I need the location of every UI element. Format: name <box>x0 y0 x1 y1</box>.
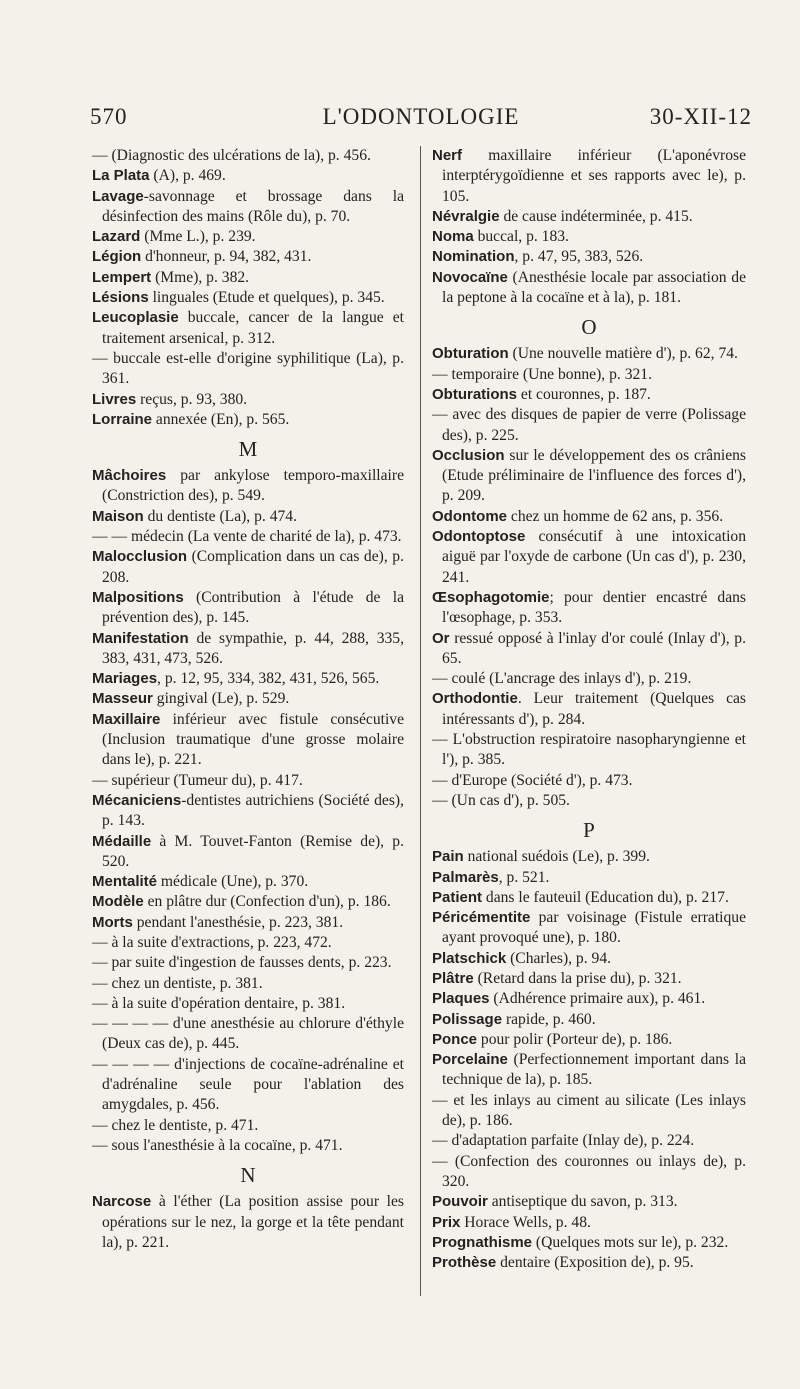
index-entry <box>92 689 404 709</box>
entry-headword: Malpositions <box>92 588 184 606</box>
index-entry <box>92 832 404 873</box>
entry-headword: Modèle <box>92 893 144 911</box>
entry-text: reçus, p. 93, 380. <box>136 390 248 408</box>
index-entry <box>432 847 746 867</box>
entry-headword: Palmarès <box>432 868 499 886</box>
index-entry <box>92 1192 404 1253</box>
entry-text: buccal, p. 183. <box>473 228 569 246</box>
entry-text: de cause indéterminée, p. 415. <box>499 207 693 225</box>
entry-text: consécutif à une intoxication aiguë par l'oxyde de carbone (Un cas d'), p. 230, 241. <box>442 528 746 586</box>
index-entry <box>432 1050 746 1091</box>
entry-text: (Quelques mots sur le), p. 232. <box>532 1233 729 1251</box>
index-entry <box>432 247 746 267</box>
entry-text: — L'obstruction respiratoire nasopharyngienne et l'), p. 385. <box>432 731 746 769</box>
index-entry <box>432 268 746 309</box>
entry-text: . Leur traitement (Quelques cas intéressants d'), p. 284. <box>442 690 746 728</box>
index-entry <box>432 405 746 446</box>
entry-headword: Maxillaire <box>92 710 161 728</box>
entry-text: — d'adaptation parfaite (Inlay de), p. 224. <box>432 1132 695 1150</box>
entry-headword: Plaques <box>432 990 490 1008</box>
entry-headword: Lavage <box>92 187 144 205</box>
entry-text: -savonnage et brossage dans la désinfection des mains (Rôle du), p. 70. <box>102 187 404 225</box>
entry-text: en plâtre dur (Confection d'un), p. 186. <box>143 893 391 911</box>
entry-headword: Porcelaine <box>432 1051 508 1069</box>
index-entry <box>92 349 404 390</box>
entry-headword: Médaille <box>92 832 152 850</box>
entry-text: dans le fauteuil (Education du), p. 217. <box>482 888 729 906</box>
entry-headword: Nerf <box>432 147 463 164</box>
index-entry <box>432 689 746 730</box>
entry-headword: Prothèse <box>432 1254 497 1272</box>
entry-text: (Mme), p. 382. <box>151 268 250 286</box>
index-entry <box>432 1091 746 1132</box>
entry-headword: Lazard <box>92 228 141 246</box>
entry-text: gingival (Le), p. 529. <box>152 690 290 708</box>
entry-text: — sous l'anesthésie à la cocaïne, p. 471. <box>92 1136 343 1154</box>
index-entry <box>92 1116 404 1136</box>
entry-text: antiseptique du savon, p. 313. <box>487 1193 678 1211</box>
index-entry <box>92 247 404 267</box>
entry-headword: Mécaniciens <box>92 791 182 809</box>
page-number: 570 <box>90 104 128 129</box>
index-entry <box>432 527 746 588</box>
entry-text: (Retard dans la prise du), p. 321. <box>473 969 682 987</box>
entry-text: inférieur avec fistule consécutive (Inclusion traumatique d'une grosse molaire dans le), p. 221. <box>102 710 404 769</box>
entry-text: annexée (En), p. 565. <box>152 410 290 428</box>
index-entry <box>92 892 404 912</box>
index-entry <box>432 1131 746 1151</box>
entry-headword: Morts <box>92 913 133 931</box>
index-entry <box>92 410 404 430</box>
entry-headword: Pouvoir <box>432 1193 488 1211</box>
index-entry <box>92 547 404 588</box>
entry-headword: Lésions <box>92 289 149 307</box>
index-entry <box>432 1010 746 1030</box>
index-entry <box>432 446 746 507</box>
entry-text: — — médecin (La vente de charité de la), p. 473. <box>92 528 402 546</box>
entry-text: — (Confection des couronnes ou inlays de), p. 320. <box>432 1152 746 1190</box>
index-entry <box>92 669 404 689</box>
entry-headword: Mariages <box>92 670 158 688</box>
entry-headword: Péricémentite <box>432 909 531 927</box>
entry-text: (Perfectionnement important dans la technique de la), p. 185. <box>442 1051 746 1089</box>
entry-headword: La Plata <box>92 167 150 185</box>
entry-headword: Patient <box>432 888 483 906</box>
index-entry <box>92 933 404 953</box>
entry-text: (Mme L.), p. 239. <box>140 228 256 246</box>
entry-headword: Odontome <box>432 507 507 525</box>
entry-text: du dentiste (La), p. 474. <box>143 507 297 525</box>
index-entry <box>92 308 404 349</box>
index-entry <box>432 629 746 670</box>
index-entry <box>432 1233 746 1253</box>
index-entry <box>432 989 746 1009</box>
entry-text: — d'Europe (Société d'), p. 473. <box>432 771 633 789</box>
section-letter: O <box>581 315 597 340</box>
entry-headword: Lempert <box>92 268 152 286</box>
index-entry <box>92 872 404 892</box>
entry-headword: Masseur <box>92 690 153 708</box>
entry-text: — coulé (L'ancrage des inlays d'), p. 219. <box>432 670 692 688</box>
index-entry <box>432 771 746 791</box>
index-entry <box>432 730 746 771</box>
entry-text: par voisinage (Fistule erratique ayant provoqué une), p. 180. <box>442 909 746 947</box>
entry-headword: Mentalité <box>92 873 158 891</box>
entry-headword: Ponce <box>432 1030 478 1048</box>
section-letter: N <box>240 1163 256 1188</box>
entry-text: — (Diagnostic des ulcérations de la), p. 456. <box>92 147 371 164</box>
entry-text: — temporaire (Une bonne), p. 321. <box>432 365 652 383</box>
entry-headword: Légion <box>92 248 142 266</box>
index-entry <box>432 365 746 385</box>
index-entry <box>92 268 404 288</box>
entry-text: Horace Wells, p. 48. <box>460 1213 591 1231</box>
entry-text: (Anesthésie locale par association de la peptone à la cocaïne et à la), p. 181. <box>442 268 746 307</box>
entry-headword: Lorraine <box>92 410 153 428</box>
index-entry <box>92 466 404 507</box>
index-entry <box>92 771 404 791</box>
index-entry <box>92 187 404 228</box>
index-entry <box>432 1253 746 1273</box>
entry-text: — (Un cas d'), p. 505. <box>432 791 570 809</box>
entry-headword: Novocaïne <box>432 268 508 286</box>
entry-text: et couronnes, p. 187. <box>517 385 651 403</box>
index-entry <box>432 669 746 689</box>
entry-text: — avec des disques de papier de verre (Polissage des), p. 225. <box>432 406 746 444</box>
entry-headword: Prognathisme <box>432 1233 533 1251</box>
index-entry <box>92 390 404 410</box>
index-entry <box>432 588 746 629</box>
entry-text: — chez le dentiste, p. 471. <box>92 1116 259 1134</box>
entry-text: de sympathie, p. 44, 288, 335, 383, 431, 473, 526. <box>102 629 404 667</box>
entry-text: sur le développement des os crâniens (Etude préliminaire de l'influence des forces d'), p. 209. <box>442 446 746 505</box>
index-entry <box>92 629 404 670</box>
index-entry <box>432 969 746 989</box>
entry-text: dentaire (Exposition de), p. 95. <box>496 1254 694 1272</box>
index-entry <box>92 166 404 186</box>
left-column <box>92 146 404 1253</box>
index-entry <box>432 385 746 405</box>
index-entry <box>432 888 746 908</box>
index-entry <box>92 288 404 308</box>
index-entry <box>432 791 746 811</box>
index-entry <box>92 1136 404 1156</box>
entry-text: , p. 47, 95, 383, 526. <box>514 248 644 266</box>
index-entry <box>92 1055 404 1116</box>
issue-date: 30-XII-12 <box>649 104 752 129</box>
section-letter: P <box>583 818 595 843</box>
entry-headword: Platschick <box>432 949 507 967</box>
index-entry <box>92 994 404 1014</box>
index-entry <box>432 1030 746 1050</box>
page-header <box>90 104 752 134</box>
entry-headword: Obturations <box>432 385 517 403</box>
entry-text: national suédois (Le), p. 399. <box>463 848 650 866</box>
entry-text: — chez un dentiste, p. 381. <box>92 974 263 992</box>
index-entry <box>92 588 404 629</box>
index-entry <box>92 227 404 247</box>
entry-headword: Œsophagotomie <box>432 588 550 606</box>
column-divider <box>420 146 421 1296</box>
entry-text: buccale, cancer de la langue et traitement arsenical, p. 312. <box>102 309 404 347</box>
entry-text: ressué opposé à l'inlay d'or coulé (Inlay d'), p. 65. <box>442 629 746 667</box>
entry-text: (A), p. 469. <box>149 167 226 185</box>
entry-text: d'honneur, p. 94, 382, 431. <box>141 248 312 266</box>
entry-headword: Nomination <box>432 248 515 266</box>
entry-text: -dentistes autrichiens (Société des), p. 143. <box>102 791 404 830</box>
index-entry <box>432 227 746 247</box>
index-entry <box>432 949 746 969</box>
entry-text: chez un homme de 62 ans, p. 356. <box>507 507 724 525</box>
index-entry <box>92 974 404 994</box>
entry-headword: Maison <box>92 507 144 525</box>
index-entry <box>432 146 746 207</box>
index-entry <box>92 146 404 166</box>
index-entry <box>92 507 404 527</box>
index-entry <box>432 868 746 888</box>
entry-text: — supérieur (Tumeur du), p. 417. <box>92 771 303 789</box>
entry-text: — à la suite d'opération dentaire, p. 381. <box>92 994 346 1012</box>
entry-text: à M. Touvet-Fanton (Remise de), p. 520. <box>102 832 404 870</box>
entry-text: (Une nouvelle matière d'), p. 62, 74. <box>508 345 738 363</box>
entry-text: maxillaire inférieur (L'aponévrose interptérygoïdienne et ses rapports avec le), p. 105. <box>442 147 746 205</box>
entry-headword: Névralgie <box>432 207 500 225</box>
entry-text: , p. 521. <box>498 868 550 886</box>
entry-headword: Orthodontie <box>432 690 518 708</box>
index-entry <box>432 207 746 227</box>
entry-headword: Occlusion <box>432 446 505 464</box>
entry-headword: Malocclusion <box>92 548 188 566</box>
entry-text: pour polir (Porteur de), p. 186. <box>477 1030 673 1048</box>
entry-headword: Polissage <box>432 1010 503 1028</box>
entry-headword: Leucoplasie <box>92 309 179 327</box>
entry-headword: Odontoptose <box>432 528 526 546</box>
index-entry <box>432 908 746 949</box>
entry-text: , p. 12, 95, 334, 382, 431, 526, 565. <box>157 670 380 688</box>
right-column <box>432 146 746 1273</box>
entry-text: — à la suite d'extractions, p. 223, 472. <box>92 933 332 951</box>
index-entry <box>432 1213 746 1233</box>
entry-headword: Noma <box>432 228 474 246</box>
entry-text: linguales (Etude et quelques), p. 345. <box>148 289 385 307</box>
entry-text: — — — — d'une anesthésie au chlorure d'éthyle (Deux cas de), p. 445. <box>92 1015 404 1053</box>
section-letter: M <box>238 437 258 462</box>
entry-text: — et les inlays au ciment au silicate (Les inlays de), p. 186. <box>432 1091 746 1130</box>
entry-headword: Prix <box>432 1213 461 1231</box>
index-entry <box>92 791 404 832</box>
index-entry <box>432 344 746 364</box>
entry-text: ; pour dentier encastré dans l'œsophage, p. 353. <box>442 588 746 627</box>
index-entry <box>92 710 404 771</box>
entry-headword: Mâchoires <box>92 467 167 485</box>
index-entry <box>432 507 746 527</box>
index-entry <box>92 953 404 973</box>
entry-text: à l'éther (La position assise pour les opérations sur le nez, la gorge et la tête pendant la), p. 221. <box>102 1193 404 1251</box>
entry-text: (Adhérence primaire aux), p. 461. <box>489 990 706 1008</box>
index-entry <box>92 913 404 933</box>
entry-headword: Manifestation <box>92 629 189 647</box>
entry-text: (Charles), p. 94. <box>506 949 612 967</box>
journal-title: L'ODONTOLOGIE <box>322 104 520 129</box>
entry-headword: Plâtre <box>432 969 474 987</box>
index-entry <box>432 1152 746 1193</box>
entry-headword: Livres <box>92 390 137 408</box>
index-entry <box>432 1192 746 1212</box>
entry-text: — — — — d'injections de cocaïne-adrénaline et d'adrénaline seule pour l'ablation des amygdales, p. 456. <box>92 1055 404 1114</box>
entry-text: — par suite d'ingestion de fausses dents, p. 223. <box>92 954 392 972</box>
entry-text: — buccale est-elle d'origine syphilitique (La), p. 361. <box>92 349 404 388</box>
index-entry <box>92 527 404 547</box>
entry-text: par ankylose temporo-maxillaire (Constriction des), p. 549. <box>102 467 404 505</box>
entry-headword: Pain <box>432 848 464 866</box>
entry-headword: Or <box>432 629 450 647</box>
entry-text: pendant l'anesthésie, p. 223, 381. <box>132 913 344 931</box>
entry-headword: Obturation <box>432 345 509 363</box>
entry-text: médicale (Une), p. 370. <box>157 873 309 891</box>
entry-text: (Contribution à l'étude de la prévention des), p. 145. <box>102 588 404 627</box>
entry-text: (Complication dans un cas de), p. 208. <box>102 548 404 586</box>
entry-text: rapide, p. 460. <box>502 1010 596 1028</box>
index-entry <box>92 1014 404 1055</box>
entry-headword: Narcose <box>92 1193 152 1211</box>
